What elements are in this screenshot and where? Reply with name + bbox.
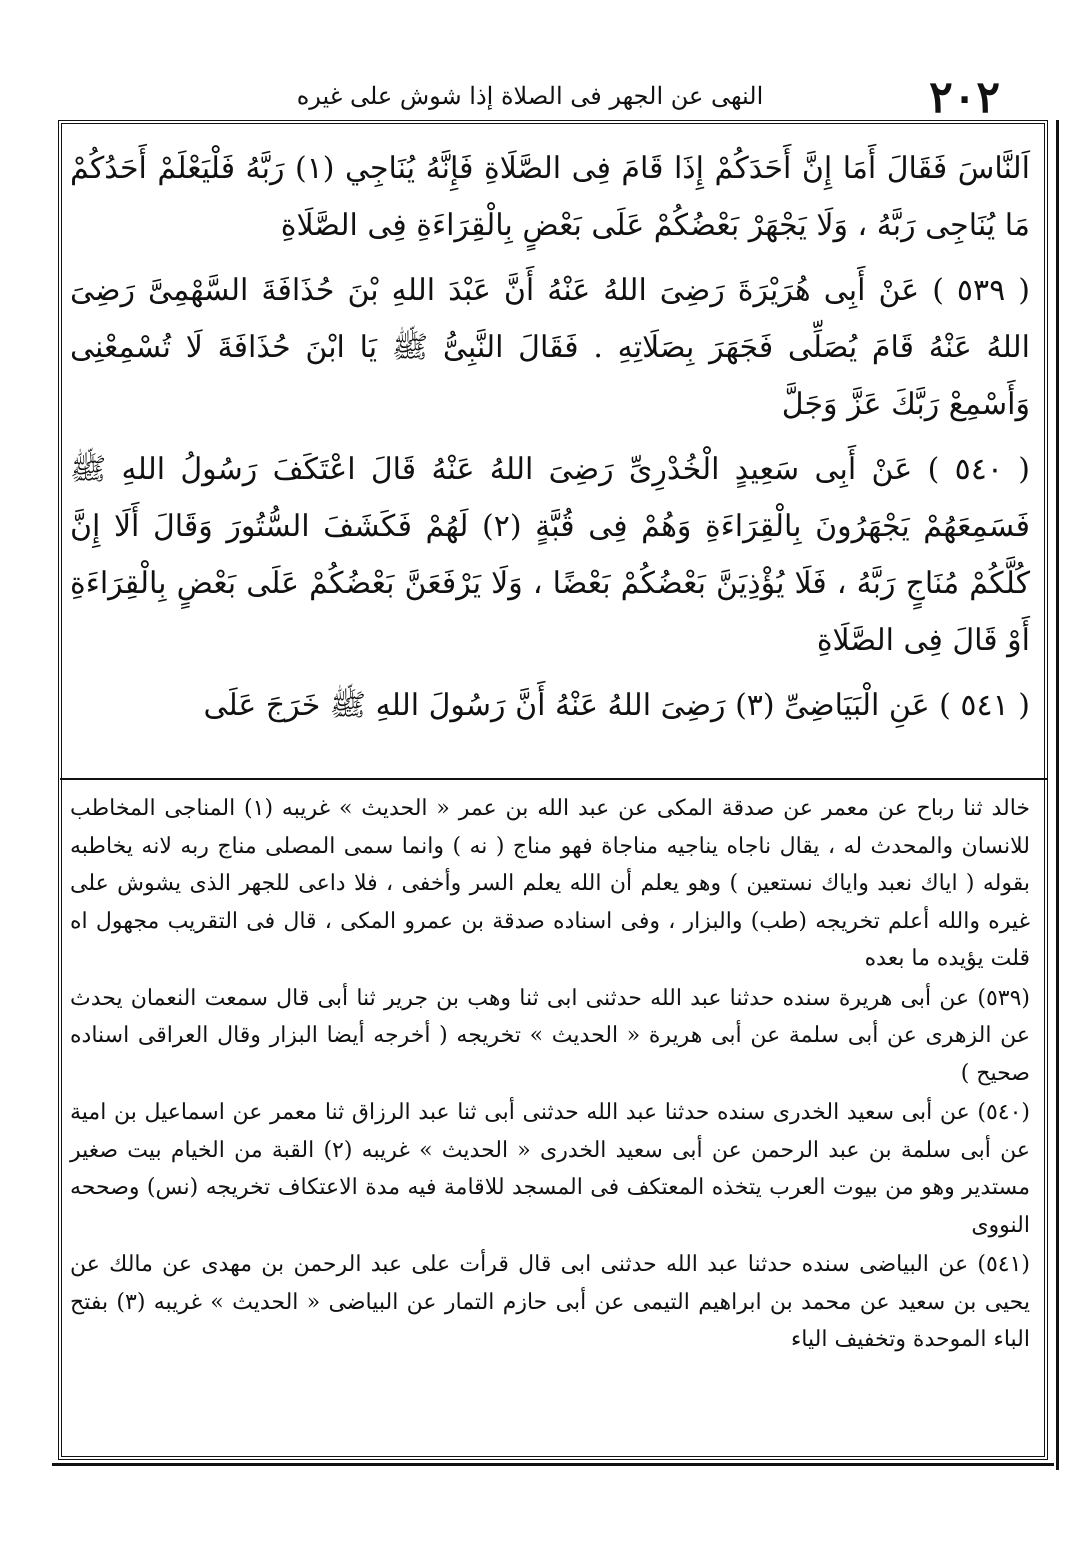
footnote-block: (٥٣٩) عن أبى هريرة سنده حدثنا عبد الله حدثنى ابى ثنا وهب بن جرير ثنا أبى قال سمعت النعمان يحدث عن الزهرى عن أبى سلمة عن أبى هريرة « الحديث » تخريجه ( أخرجه أيضا البزار وقال العراقى اسناده صحيح ) bbox=[70, 985, 1030, 1086]
page-number: ٢٠٢ bbox=[929, 72, 1000, 123]
footnote-block: (٥٤٠) عن أبى سعيد الخدرى سنده حدثنا عبد الله حدثنى أبى ثنا عبد الرزاق ثنا معمر عن اسماعيل بن امية عن أبى سلمة بن عبد الرحمن عن أبى سعيد الخدرى « الحديث » غريبه (٢) القبة من الخيام بيت صغير مستدير وهو من بيوت العرب يتخذه المعتكف فى المسجد للاقامة فيه مدة الاعتكاف تخريجه (نس) وصححه النووى bbox=[70, 1100, 1030, 1238]
hadith-541: ( ٥٤١ ) عَنِ الْبَيَاضِىِّ (٣) رَضِىَ اللهُ عَنْهُ أَنَّ رَسُولَ اللهِ ﷺ خَرَجَ عَلَى bbox=[203, 688, 1030, 723]
main-paragraph: اَلنَّاسَ فَقَالَ أَمَا إِنَّ أَحَدَكُمْ إِذَا قَامَ فِى الصَّلَاةِ فَإِنَّهُ يُنَاجِي (١) رَبَّهُ فَلْيَعْلَمْ أَحَدُكُمْ مَا يُنَاجِى رَبَّهُ ، وَلَا يَجْهَرْ بَعْضُكُمْ عَلَى بَعْضٍ بِالْقِرَاءَةِ فِى الصَّلَاةِ bbox=[70, 151, 1030, 243]
hadith-539: ( ٥٣٩ ) عَنْ أَبِى هُرَيْرَةَ رَضِىَ اللهُ عَنْهُ أَنَّ عَبْدَ اللهِ بْنَ حُذَافَةَ السَّهْمِىَّ رَضِىَ اللهُ عَنْهُ قَامَ يُصَلِّى فَجَهَرَ بِصَلَاتِهِ . فَقَالَ النَّبِىُّ ﷺ يَا ابْنَ حُذَافَةَ لَا تُسْمِعْنِى وَأَسْمِعْ رَبَّكَ عَزَّ وَجَلَّ bbox=[70, 273, 1030, 422]
footnotes bbox=[70, 790, 1030, 1359]
page-header bbox=[60, 68, 1060, 123]
footnote-block: (٥٤١) عن البياضى سنده حدثنا عبد الله حدثنى ابى قال قرأت على عبد الرحمن بن مهدى عن مالك عن يحيى بن سعيد عن محمد بن ابراهيم التيمى عن أبى حازم التمار عن البياضى « الحديث » غريبه (٣) بفتح الباء الموحدة وتخفيف الياء bbox=[70, 1252, 1030, 1352]
frame-rule bbox=[1056, 120, 1059, 1470]
hadith-540: ( ٥٤٠ ) عَنْ أَبِى سَعِيدٍ الْخُدْرِىِّ رَضِىَ اللهُ عَنْهُ قَالَ اعْتَكَفَ رَسُولُ اللهِ ﷺ فَسَمِعَهُمْ يَجْهَرُونَ بِالْقِرَاءَةِ وَهُمْ فِى قُبَّةٍ (٢) لَهُمْ فَكَشَفَ السُّتُورَ وَقَالَ أَلَا إِنَّ كُلَّكُمْ مُنَاجٍ رَبَّهُ ، فَلَا يُؤْذِيَنَّ بَعْضُكُمْ بَعْضًا ، وَلَا يَرْفَعَنَّ بَعْضُكُمْ عَلَى بَعْضٍ بِالْقِرَاءَةِ أَوْ قَالَ فِى الصَّلَاةِ bbox=[70, 452, 1030, 658]
running-title: النهى عن الجهر فى الصلاة إذا شوش على غيره bbox=[296, 82, 764, 110]
main-text bbox=[70, 140, 1030, 734]
footnote-block: خالد ثنا رباح عن معمر عن صدقة المكى عن عبد الله بن عمر « الحديث » غريبه (١) المناجى المخاطب للانسان والمحدث له ، يقال ناجاه يناجيه مناجاة فهو مناج ( نه ) وانما سمى المصلى مناج ربه لانه يخاطبه بقوله ( اياك نعبد واياك نستعين ) وهو يعلم أن الله يعلم السر وأخفى ، فلا داعى للجهر الذى يشوش على غيره والله أعلم تخريجه (طب) والبزار ، وفى اسناده صدقة بن عمرو المكى ، قال فى التقريب مجهول اه قلت يؤيده ما بعده bbox=[70, 796, 1030, 971]
footnote-divider bbox=[60, 778, 1048, 780]
